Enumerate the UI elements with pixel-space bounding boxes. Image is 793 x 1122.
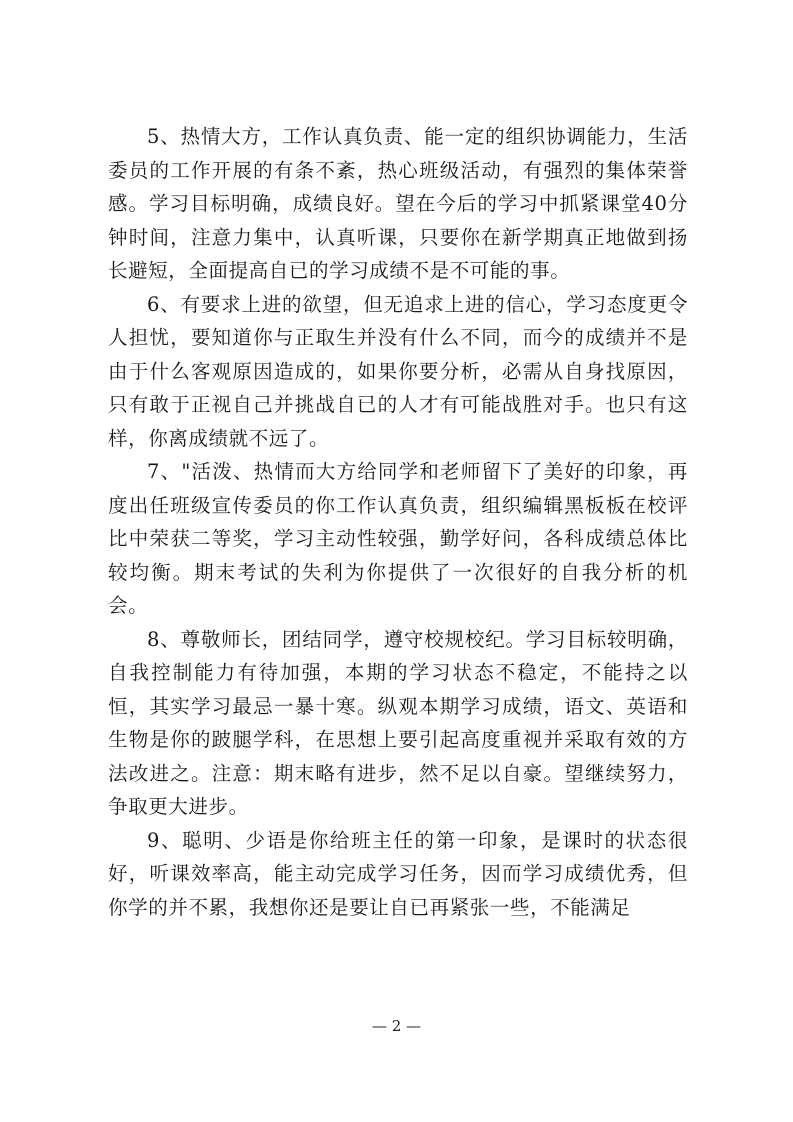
paragraph-6: 6、有要求上进的欲望，但无追求上进的信心，学习态度更令人担忧，要知道你与正取生并没有什么不同，而今的成绩并不是由于什么客观原因造成的，如果你要分析，必需从自身找原因，只有敢于正视自己并挑战自已的人才有可能战胜对手。也只有这样，你离成绩就不远了。 (108, 292, 688, 450)
paragraph-8: 8、尊敬师长，团结同学，遵守校规校纪。学习目标较明确，自我控制能力有待加强，本期的学习状态不稳定，不能持之以恒，其实学习最忌一暴十寒。纵观本期学习成绩，语文、英语和生物是你的跛腿学科，在思想上要引起高度重视并采取有效的方法改进之。注意：期末略有进步，然不足以自豪。望继续努力，争取更大进步。 (108, 627, 688, 818)
page-number: — 2 — (371, 1017, 422, 1035)
paragraph-7: 7、"活泼、热情而大方给同学和老师留下了美好的印象，再度出任班级宣传委员的你工作认真负责，组织编辑黑板板在校评比中荣获二等奖，学习主动性较强，勤学好问，各科成绩总体比较均衡。期末考试的失利为你提供了一次很好的自我分析的机会。 (108, 460, 688, 617)
paragraph-5: 5、热情大方，工作认真负责、能一定的组织协调能力，生活委员的工作开展的有条不紊，热心班级活动，有强烈的集体荣誉感。学习目标明确，成绩良好。望在今后的学习中抓紧课堂40分钟时间，注意力集中，认真听课，只要你在新学期真正地做到扬长避短，全面提高自已的学习成绩不是不可能的事。 (108, 125, 688, 282)
document-body (108, 120, 688, 924)
paragraph-9: 9、聪明、少语是你给班主任的第一印象，是课时的状态很好，听课效率高，能主动完成学习任务，因而学习成绩优秀，但你学的并不累，我想你还是要让自已再紧张一些，不能满足 (108, 828, 688, 919)
